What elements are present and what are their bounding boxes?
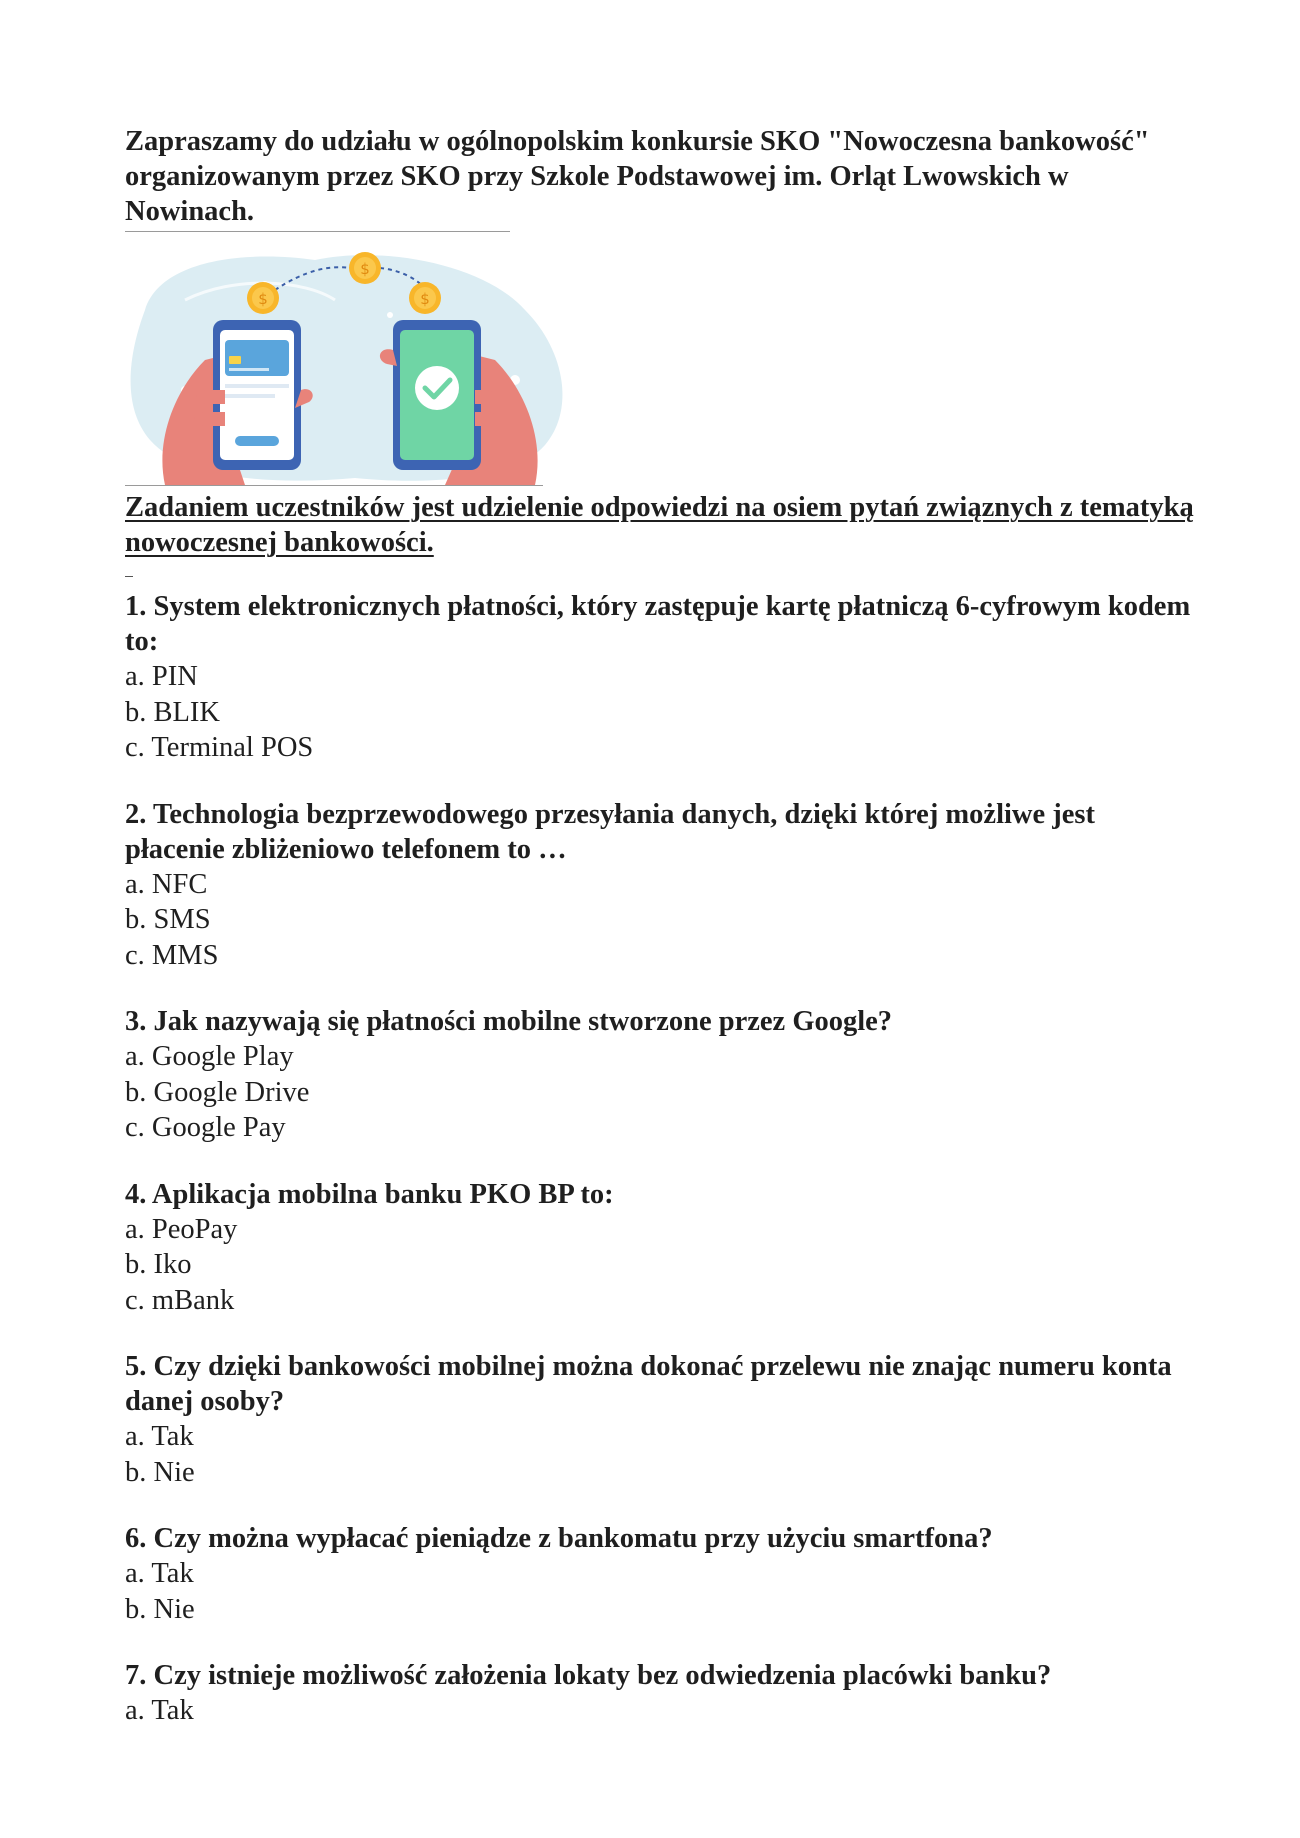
phone-transfer-picture [125, 240, 573, 485]
answer-option: a. PeoPay [125, 1213, 238, 1245]
question-text: 1. System elektronicznych płatności, który zastępuje kartę płatniczą 6-cyfrowym kodem to: [125, 591, 1191, 657]
question-7 [125, 1658, 1195, 1729]
answer-option: a. Tak [125, 1421, 194, 1452]
answer-option: a. Tak [125, 1558, 194, 1589]
answer-option: c. Terminal POS [125, 732, 314, 763]
intro-paragraph: Zapraszamy do udziału w ogólnopolskim konkursie SKO "Nowoczesna bankowość" organizowanym przez SKO przy Szkole Podstawowej im. Orląt Lwowskich w Nowinach. [125, 126, 1150, 227]
task-description: Zadaniem uczestników jest udzielenie odpowiedzi na osiem pytań związnych z tematyką nowoczesnej bankowości. [125, 492, 1194, 558]
question-text: 7. Czy istnieje możliwość założenia lokaty bez odwiedzenia placówki banku? [125, 1660, 1052, 1691]
answer-option: b. Iko [125, 1249, 192, 1280]
answer-option: a. PIN [125, 661, 198, 692]
question-text: 5. Czy dzięki bankowości mobilnej można dokonać przelewu nie znając numeru konta danej osoby? [125, 1351, 1172, 1417]
answer-option: a. NFC [125, 868, 208, 900]
svg-text:$: $ [420, 290, 430, 308]
answer-option: b. SMS [125, 904, 211, 935]
question-4 [125, 1177, 1195, 1319]
coin-icon-right [409, 282, 441, 314]
answer-option: b. BLIK [125, 696, 220, 728]
svg-text:$: $ [258, 290, 268, 308]
question-text: 4. Aplikacja mobilna banku PKO BP to: [125, 1178, 614, 1210]
question-1 [125, 589, 1195, 766]
dash-mark [125, 576, 133, 577]
answer-option: b. Google Drive [125, 1076, 310, 1108]
answer-option: c. MMS [125, 939, 219, 971]
question-3 [125, 1004, 1195, 1146]
question-list [125, 589, 1195, 1729]
question-text: 6. Czy można wypłacać pieniądze z bankomatu przy użyciu smartfona? [125, 1523, 993, 1554]
answer-option: b. Nie [125, 1593, 195, 1625]
question-2 [125, 797, 1195, 974]
question-text: 3. Jak nazywają się płatności mobilne stworzone przez Google? [125, 1006, 893, 1037]
document-page [125, 124, 1195, 1760]
answer-option: b. Nie [125, 1456, 195, 1488]
question-5 [125, 1349, 1195, 1490]
question-text: 2. Technologia bezprzewodowego przesyłania danych, dzięki której możliwe jest płacenie zbliżeniowo telefonem to … [125, 798, 1095, 865]
answer-option: c. Google Pay [125, 1112, 286, 1143]
coin-icon-top [349, 252, 381, 284]
question-6 [125, 1521, 1195, 1627]
illustration-divider [125, 485, 543, 486]
answer-option: a. Google Play [125, 1041, 294, 1072]
intro-divider [125, 231, 510, 232]
answer-option: a. Tak [125, 1695, 194, 1726]
coin-icon-left [247, 282, 279, 314]
mobile-payment-illustration [125, 240, 573, 485]
answer-option: c. mBank [125, 1284, 235, 1316]
svg-text:$: $ [360, 260, 370, 278]
